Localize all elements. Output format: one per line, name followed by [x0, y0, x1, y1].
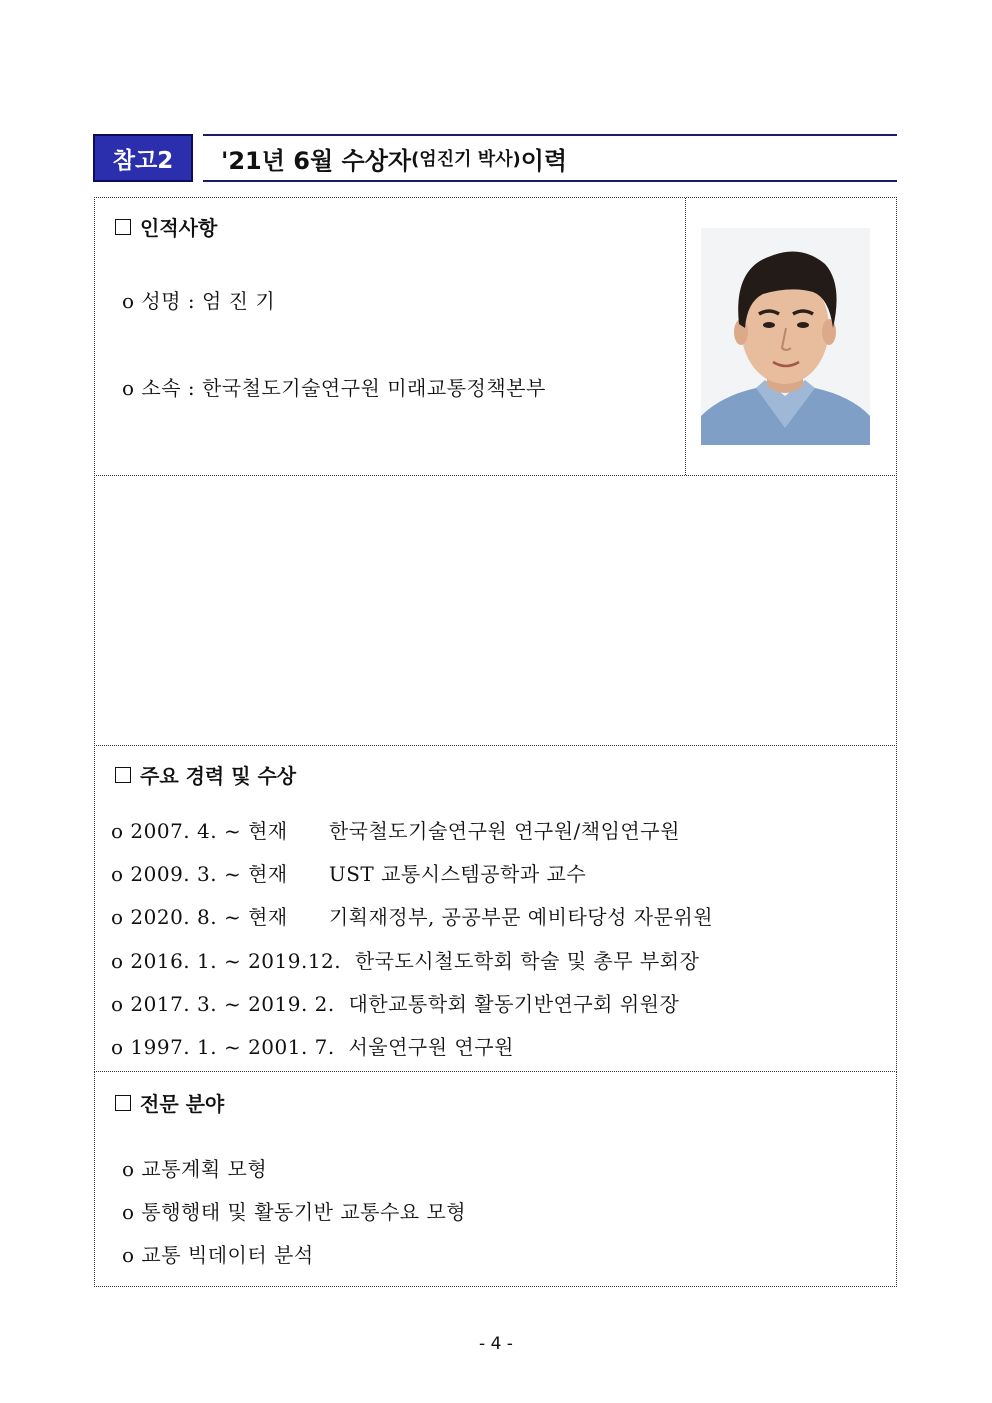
name-line: o 성명 : 엄 진 기: [122, 289, 276, 313]
page-title: [203, 134, 897, 182]
expertise-heading: [115, 1088, 224, 1117]
title-end: 이력: [520, 146, 568, 175]
career-item: o 1997. 1. ~ 2001. 7. 서울연구원 연구원: [111, 1035, 514, 1059]
career-item: o 2009. 3. ~ 현재 UST 교통시스템공학과 교수: [111, 862, 587, 886]
profile-heading-label: 인적사항: [140, 216, 218, 240]
career-item: o 2007. 4. ~ 현재 한국철도기술연구원 연구원/책임연구원: [111, 819, 680, 843]
portrait-illustration: [701, 228, 870, 445]
expertise-heading-label: 전문 분야: [140, 1092, 225, 1116]
expertise-item: o 교통계획 모형: [122, 1157, 268, 1181]
profile-heading: [115, 212, 217, 241]
reference-badge: 참고2: [93, 134, 193, 182]
career-heading: [115, 760, 296, 789]
career-item: o 2016. 1. ~ 2019.12. 한국도시철도학회 학술 및 총무 부회장: [111, 949, 700, 973]
affiliation-line: o 소속 : 한국철도기술연구원 미래교통정책본부: [122, 376, 546, 400]
expertise-item: o 통행행태 및 활동기반 교통수요 모형: [122, 1200, 467, 1224]
page-number: - 4 -: [479, 1334, 513, 1354]
checkbox-square-icon: [115, 219, 131, 235]
portrait-photo: [701, 228, 870, 445]
title-main: '21년 6월 수상자: [221, 146, 412, 175]
empty-section-box: [94, 475, 897, 746]
career-item: o 2020. 8. ~ 현재 기획재정부, 공공부문 예비타당성 자문위원: [111, 905, 714, 929]
career-item: o 2017. 3. ~ 2019. 2. 대한교통학회 활동기반연구회 위원장: [111, 992, 680, 1016]
title-parenthetical: (엄진기 박사): [411, 149, 521, 170]
profile-divider: [685, 198, 686, 475]
career-heading-label: 주요 경력 및 수상: [140, 764, 297, 788]
checkbox-square-icon: [115, 1095, 131, 1111]
checkbox-square-icon: [115, 767, 131, 783]
expertise-item: o 교통 빅데이터 분석: [122, 1243, 314, 1267]
